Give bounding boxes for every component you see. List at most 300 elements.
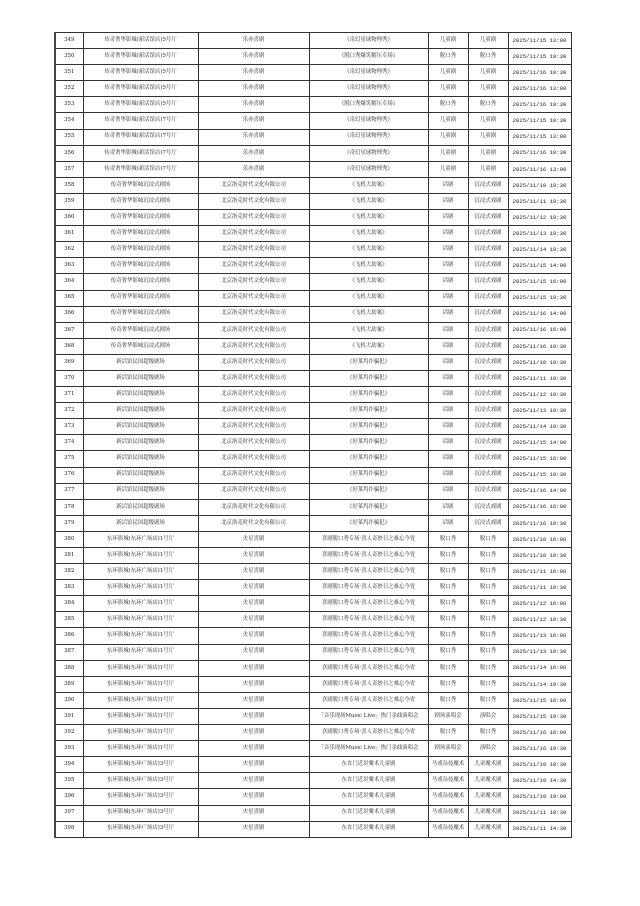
table-row	[55, 789, 571, 805]
table-row	[55, 692, 571, 708]
showtime-cell: 2025/11/16 13:00	[508, 81, 571, 97]
venue-cell: 东环影城(东环广场店)1号厅	[83, 548, 198, 564]
category-cell: 话剧	[428, 435, 468, 451]
show-title-cell: 东直门近景魔术儿童剧	[309, 757, 428, 773]
show-title-cell: 「音乐现场Music Live」热门金曲演唱会	[309, 741, 428, 757]
row-number: 375	[55, 451, 83, 467]
show-title-cell: 东直门近景魔术儿童剧	[309, 773, 428, 789]
table-row	[55, 403, 571, 419]
showtime-cell: 2025/11/16 16:00	[508, 322, 571, 338]
organizer-cell: 火星喜剧	[198, 725, 309, 741]
category-cell: 脱口秀	[428, 612, 468, 628]
showtime-cell: 2025/11/11 19:30	[508, 370, 571, 386]
organizer-cell: 北京洛克时代文化有限公司	[198, 419, 309, 435]
table-row	[55, 210, 571, 226]
category-cell: 话剧	[428, 177, 468, 193]
category-cell: 话剧	[428, 306, 468, 322]
organizer-cell: 火星喜剧	[198, 628, 309, 644]
venue-cell: 新活馆民国超级剧场	[83, 467, 198, 483]
category-cell: 话剧	[428, 226, 468, 242]
table-row	[55, 226, 571, 242]
subcategory-cell: 沉浸式戏剧	[468, 338, 508, 354]
table-row	[55, 725, 571, 741]
row-number: 365	[55, 290, 83, 306]
category-cell: 话剧	[428, 354, 468, 370]
category-cell: 马戏杂技魔术	[428, 773, 468, 789]
row-number: 358	[55, 177, 83, 193]
organizer-cell: 乐亦喜剧	[198, 33, 309, 49]
row-number: 394	[55, 757, 83, 773]
table-row	[55, 757, 571, 773]
table-row	[55, 564, 571, 580]
subcategory-cell: 沉浸式戏剧	[468, 226, 508, 242]
table-row	[55, 821, 571, 837]
subcategory-cell: 儿童剧	[468, 33, 508, 49]
subcategory-cell: 沉浸式戏剧	[468, 499, 508, 515]
subcategory-cell: 沉浸式戏剧	[468, 210, 508, 226]
subcategory-cell: 脱口秀	[468, 97, 508, 113]
venue-cell: 传奇奢华影城沉浸式剧场	[83, 290, 198, 306]
category-cell: 脱口秀	[428, 660, 468, 676]
venue-cell: 传奇奢华影城沉浸式剧场	[83, 338, 198, 354]
showtime-cell: 2025/11/11 16:00	[508, 564, 571, 580]
row-number: 385	[55, 612, 83, 628]
table-row	[55, 660, 571, 676]
venue-cell: 传奇奢华影城沉浸式剧场	[83, 306, 198, 322]
row-number: 396	[55, 789, 83, 805]
table-body	[55, 33, 571, 838]
venue-cell: 新活馆民国超级剧场	[83, 451, 198, 467]
category-cell: 话剧	[428, 193, 468, 209]
table-row	[55, 258, 571, 274]
row-number: 391	[55, 708, 83, 724]
subcategory-cell: 儿童剧	[468, 145, 508, 161]
show-title-cell: 《飞机大劫案》	[309, 210, 428, 226]
organizer-cell: 乐亦喜剧	[198, 97, 309, 113]
organizer-cell: 乐亦喜剧	[198, 161, 309, 177]
subcategory-cell: 沉浸式戏剧	[468, 193, 508, 209]
row-number: 383	[55, 580, 83, 596]
venue-cell: 东环影城(东环广场店)1号厅	[83, 596, 198, 612]
table-row	[55, 97, 571, 113]
venue-cell: 传奇奢华影城(新活馆店)5号厅	[83, 97, 198, 113]
show-title-cell: 喜剧脱口秀专场·喜人奇妙日之难忘今宵	[309, 644, 428, 660]
table-row	[55, 515, 571, 531]
subcategory-cell: 沉浸式戏剧	[468, 290, 508, 306]
row-number: 360	[55, 210, 83, 226]
showtime-cell: 2025/11/16 19:30	[508, 515, 571, 531]
show-title-cell: 喜剧脱口秀专场·喜人奇妙日之难忘今宵	[309, 612, 428, 628]
show-title-cell: 《飞机大劫案》	[309, 177, 428, 193]
organizer-cell: 火星喜剧	[198, 531, 309, 547]
category-cell: 剧场演唱会	[428, 708, 468, 724]
subcategory-cell: 沉浸式戏剧	[468, 242, 508, 258]
table-row	[55, 129, 571, 145]
venue-cell: 新活馆民国超级剧场	[83, 403, 198, 419]
organizer-cell: 北京洛克时代文化有限公司	[198, 258, 309, 274]
organizer-cell: 乐亦喜剧	[198, 49, 309, 65]
show-title-cell: 《好莱坞诈骗犯》	[309, 354, 428, 370]
category-cell: 话剧	[428, 322, 468, 338]
row-number: 371	[55, 387, 83, 403]
category-cell: 话剧	[428, 483, 468, 499]
showtime-cell: 2025/11/16 19:30	[508, 97, 571, 113]
table-row	[55, 161, 571, 177]
show-title-cell: 《奇幻星球物理秀》	[309, 113, 428, 129]
venue-cell: 东环影城(东环广场店)1号厅	[83, 692, 198, 708]
organizer-cell: 北京洛克时代文化有限公司	[198, 354, 309, 370]
category-cell: 脱口秀	[428, 628, 468, 644]
showtime-cell: 2025/11/15 16:00	[508, 451, 571, 467]
showtime-cell: 2025/11/13 19:30	[508, 403, 571, 419]
row-number: 397	[55, 805, 83, 821]
showtime-cell: 2025/11/15 13:00	[508, 129, 571, 145]
show-title-cell: 《奇幻星球物理秀》	[309, 129, 428, 145]
showtime-cell: 2025/11/16 10:30	[508, 145, 571, 161]
subcategory-cell: 脱口秀	[468, 676, 508, 692]
organizer-cell: 北京洛克时代文化有限公司	[198, 467, 309, 483]
show-title-cell: 喜剧脱口秀专场·喜人奇妙日之难忘今宵	[309, 628, 428, 644]
showtime-cell: 2025/11/10 16:00	[508, 531, 571, 547]
showtime-cell: 2025/11/16 14:00	[508, 483, 571, 499]
subcategory-cell: 沉浸式戏剧	[468, 419, 508, 435]
venue-cell: 传奇奢华影城(新活馆店)5号厅	[83, 33, 198, 49]
show-title-cell: 喜剧脱口秀专场·喜人奇妙日之难忘今宵	[309, 564, 428, 580]
subcategory-cell: 脱口秀	[468, 612, 508, 628]
organizer-cell: 北京洛克时代文化有限公司	[198, 451, 309, 467]
showtime-cell: 2025/11/12 19:30	[508, 612, 571, 628]
show-title-cell: 喜剧脱口秀专场·喜人奇妙日之难忘今宵	[309, 676, 428, 692]
organizer-cell: 火星喜剧	[198, 789, 309, 805]
row-number: 370	[55, 370, 83, 386]
showtime-cell: 2025/11/14 19:30	[508, 676, 571, 692]
venue-cell: 东环影城(东环广场店)3号厅	[83, 757, 198, 773]
organizer-cell: 北京洛克时代文化有限公司	[198, 370, 309, 386]
showtime-cell: 2025/11/12 19:30	[508, 210, 571, 226]
organizer-cell: 火星喜剧	[198, 660, 309, 676]
organizer-cell: 火星喜剧	[198, 564, 309, 580]
subcategory-cell: 儿童剧	[468, 161, 508, 177]
venue-cell: 传奇奢华影城(新活馆店)5号厅	[83, 81, 198, 97]
showtime-cell: 2025/11/14 19:30	[508, 419, 571, 435]
row-number: 376	[55, 467, 83, 483]
category-cell: 话剧	[428, 515, 468, 531]
category-cell: 话剧	[428, 338, 468, 354]
venue-cell: 新活馆民国超级剧场	[83, 515, 198, 531]
subcategory-cell: 沉浸式戏剧	[468, 306, 508, 322]
table-row	[55, 145, 571, 161]
category-cell: 脱口秀	[428, 676, 468, 692]
subcategory-cell: 儿童魔术剧	[468, 805, 508, 821]
category-cell: 话剧	[428, 499, 468, 515]
organizer-cell: 乐亦喜剧	[198, 81, 309, 97]
show-title-cell: 喜剧脱口秀专场·喜人奇妙日之难忘今宵	[309, 692, 428, 708]
show-title-cell: 东直门近景魔术儿童剧	[309, 821, 428, 837]
organizer-cell: 乐亦喜剧	[198, 113, 309, 129]
venue-cell: 东环影城(东环广场店)1号厅	[83, 564, 198, 580]
subcategory-cell: 儿童魔术剧	[468, 757, 508, 773]
subcategory-cell: 儿童剧	[468, 65, 508, 81]
category-cell: 马戏杂技魔术	[428, 789, 468, 805]
organizer-cell: 火星喜剧	[198, 580, 309, 596]
showtime-cell: 2025/11/10 10:30	[508, 757, 571, 773]
showtime-cell: 2025/11/14 16:00	[508, 660, 571, 676]
table-row	[55, 113, 571, 129]
table-row	[55, 81, 571, 97]
organizer-cell: 火星喜剧	[198, 708, 309, 724]
table-row	[55, 33, 571, 49]
show-title-cell: 《好莱坞诈骗犯》	[309, 515, 428, 531]
table-row	[55, 805, 571, 821]
organizer-cell: 北京洛克时代文化有限公司	[198, 290, 309, 306]
row-number: 387	[55, 644, 83, 660]
category-cell: 话剧	[428, 290, 468, 306]
subcategory-cell: 沉浸式戏剧	[468, 515, 508, 531]
row-number: 389	[55, 676, 83, 692]
subcategory-cell: 沉浸式戏剧	[468, 177, 508, 193]
performance-schedule-table	[54, 32, 572, 838]
show-title-cell: 《飞机大劫案》	[309, 338, 428, 354]
subcategory-cell: 脱口秀	[468, 692, 508, 708]
subcategory-cell: 儿童魔术剧	[468, 773, 508, 789]
venue-cell: 新活馆民国超级剧场	[83, 387, 198, 403]
showtime-cell: 2025/11/15 19:30	[508, 708, 571, 724]
row-number: 381	[55, 548, 83, 564]
show-title-cell: 《好莱坞诈骗犯》	[309, 435, 428, 451]
category-cell: 话剧	[428, 403, 468, 419]
show-title-cell: 《飞机大劫案》	[309, 242, 428, 258]
organizer-cell: 火星喜剧	[198, 644, 309, 660]
showtime-cell: 2025/11/16 16:00	[508, 499, 571, 515]
subcategory-cell: 沉浸式戏剧	[468, 467, 508, 483]
show-title-cell: 《好莱坞诈骗犯》	[309, 451, 428, 467]
row-number: 377	[55, 483, 83, 499]
show-title-cell: 《脱口秀爆笑解压专场》	[309, 97, 428, 113]
table-row	[55, 531, 571, 547]
show-title-cell: 《飞机大劫案》	[309, 290, 428, 306]
showtime-cell: 2025/11/10 14:30	[508, 773, 571, 789]
row-number: 356	[55, 145, 83, 161]
category-cell: 儿童剧	[428, 33, 468, 49]
venue-cell: 传奇奢华影城(新活馆店)7号厅	[83, 161, 198, 177]
table-row	[55, 338, 571, 354]
row-number: 374	[55, 435, 83, 451]
show-title-cell: 《奇幻星球物理秀》	[309, 81, 428, 97]
table-row	[55, 274, 571, 290]
table-row	[55, 322, 571, 338]
venue-cell: 传奇奢华影城沉浸式剧场	[83, 274, 198, 290]
showtime-cell: 2025/11/11 10:30	[508, 805, 571, 821]
subcategory-cell: 沉浸式戏剧	[468, 274, 508, 290]
table-row	[55, 387, 571, 403]
venue-cell: 传奇奢华影城沉浸式剧场	[83, 322, 198, 338]
row-number: 355	[55, 129, 83, 145]
table-row	[55, 435, 571, 451]
subcategory-cell: 脱口秀	[468, 628, 508, 644]
category-cell: 脱口秀	[428, 692, 468, 708]
venue-cell: 传奇奢华影城沉浸式剧场	[83, 226, 198, 242]
show-title-cell: 《飞机大劫案》	[309, 226, 428, 242]
show-title-cell: 《脱口秀爆笑解压专场》	[309, 49, 428, 65]
organizer-cell: 北京洛克时代文化有限公司	[198, 387, 309, 403]
show-title-cell: 《奇幻星球物理秀》	[309, 161, 428, 177]
show-title-cell: 《飞机大劫案》	[309, 322, 428, 338]
showtime-cell: 2025/11/10 19:30	[508, 354, 571, 370]
row-number: 353	[55, 97, 83, 113]
venue-cell: 传奇奢华影城(新活馆店)5号厅	[83, 49, 198, 65]
row-number: 379	[55, 515, 83, 531]
row-number: 359	[55, 193, 83, 209]
showtime-cell: 2025/11/10 19:30	[508, 177, 571, 193]
row-number: 398	[55, 821, 83, 837]
table-row	[55, 548, 571, 564]
showtime-cell: 2025/11/16 16:00	[508, 725, 571, 741]
venue-cell: 东环影城(东环广场店)3号厅	[83, 821, 198, 837]
show-title-cell: 《奇幻星球物理秀》	[309, 33, 428, 49]
organizer-cell: 北京洛克时代文化有限公司	[198, 226, 309, 242]
organizer-cell: 火星喜剧	[198, 612, 309, 628]
category-cell: 脱口秀	[428, 725, 468, 741]
subcategory-cell: 演唱会	[468, 708, 508, 724]
show-title-cell: 「音乐现场Music Live」热门金曲演唱会	[309, 708, 428, 724]
organizer-cell: 火星喜剧	[198, 676, 309, 692]
table-row	[55, 419, 571, 435]
category-cell: 话剧	[428, 467, 468, 483]
row-number: 392	[55, 725, 83, 741]
category-cell: 脱口秀	[428, 644, 468, 660]
show-title-cell: 喜剧脱口秀专场·喜人奇妙日之难忘今宵	[309, 725, 428, 741]
venue-cell: 传奇奢华影城沉浸式剧场	[83, 177, 198, 193]
show-title-cell: 《飞机大劫案》	[309, 274, 428, 290]
showtime-cell: 2025/11/12 19:30	[508, 387, 571, 403]
venue-cell: 东环影城(东环广场店)1号厅	[83, 708, 198, 724]
showtime-cell: 2025/11/10 19:00	[508, 789, 571, 805]
showtime-cell: 2025/11/11 14:30	[508, 821, 571, 837]
show-title-cell: 喜剧脱口秀专场·喜人奇妙日之难忘今宵	[309, 596, 428, 612]
organizer-cell: 北京洛克时代文化有限公司	[198, 242, 309, 258]
venue-cell: 新活馆民国超级剧场	[83, 483, 198, 499]
row-number: 380	[55, 531, 83, 547]
table-row	[55, 290, 571, 306]
category-cell: 脱口秀	[428, 531, 468, 547]
table-row	[55, 580, 571, 596]
subcategory-cell: 沉浸式戏剧	[468, 322, 508, 338]
showtime-cell: 2025/11/15 16:00	[508, 274, 571, 290]
venue-cell: 东环影城(东环广场店)1号厅	[83, 580, 198, 596]
venue-cell: 传奇奢华影城(新活馆店)7号厅	[83, 145, 198, 161]
subcategory-cell: 沉浸式戏剧	[468, 483, 508, 499]
showtime-cell: 2025/11/16 10:30	[508, 65, 571, 81]
table-row	[55, 467, 571, 483]
table-row	[55, 451, 571, 467]
category-cell: 话剧	[428, 210, 468, 226]
organizer-cell: 北京洛克时代文化有限公司	[198, 177, 309, 193]
row-number: 357	[55, 161, 83, 177]
show-title-cell: 东直门近景魔术儿童剧	[309, 805, 428, 821]
show-title-cell: 《好莱坞诈骗犯》	[309, 387, 428, 403]
subcategory-cell: 沉浸式戏剧	[468, 370, 508, 386]
organizer-cell: 火星喜剧	[198, 692, 309, 708]
row-number: 388	[55, 660, 83, 676]
subcategory-cell: 沉浸式戏剧	[468, 451, 508, 467]
category-cell: 马戏杂技魔术	[428, 805, 468, 821]
category-cell: 儿童剧	[428, 65, 468, 81]
venue-cell: 传奇奢华影城(新活馆店)5号厅	[83, 65, 198, 81]
venue-cell: 东环影城(东环广场店)3号厅	[83, 789, 198, 805]
row-number: 382	[55, 564, 83, 580]
row-number: 366	[55, 306, 83, 322]
row-number: 363	[55, 258, 83, 274]
row-number: 378	[55, 499, 83, 515]
subcategory-cell: 儿童剧	[468, 113, 508, 129]
row-number: 351	[55, 65, 83, 81]
category-cell: 话剧	[428, 451, 468, 467]
organizer-cell: 北京洛克时代文化有限公司	[198, 338, 309, 354]
table-row	[55, 596, 571, 612]
organizer-cell: 北京洛克时代文化有限公司	[198, 274, 309, 290]
showtime-cell: 2025/11/15 10:30	[508, 113, 571, 129]
row-number: 373	[55, 419, 83, 435]
venue-cell: 新活馆民国超级剧场	[83, 435, 198, 451]
subcategory-cell: 脱口秀	[468, 580, 508, 596]
venue-cell: 传奇奢华影城沉浸式剧场	[83, 210, 198, 226]
subcategory-cell: 沉浸式戏剧	[468, 258, 508, 274]
venue-cell: 东环影城(东环广场店)1号厅	[83, 612, 198, 628]
showtime-cell: 2025/11/16 19:30	[508, 338, 571, 354]
row-number: 368	[55, 338, 83, 354]
row-number: 395	[55, 773, 83, 789]
show-title-cell: 《好莱坞诈骗犯》	[309, 467, 428, 483]
organizer-cell: 北京洛克时代文化有限公司	[198, 403, 309, 419]
show-title-cell: 《飞机大劫案》	[309, 193, 428, 209]
venue-cell: 东环影城(东环广场店)1号厅	[83, 676, 198, 692]
organizer-cell: 火星喜剧	[198, 757, 309, 773]
organizer-cell: 火星喜剧	[198, 741, 309, 757]
category-cell: 脱口秀	[428, 564, 468, 580]
organizer-cell: 火星喜剧	[198, 821, 309, 837]
showtime-cell: 2025/11/15 19:30	[508, 49, 571, 65]
showtime-cell: 2025/11/15 16:00	[508, 692, 571, 708]
subcategory-cell: 脱口秀	[468, 725, 508, 741]
row-number: 367	[55, 322, 83, 338]
subcategory-cell: 儿童魔术剧	[468, 821, 508, 837]
table-row	[55, 193, 571, 209]
organizer-cell: 火星喜剧	[198, 548, 309, 564]
showtime-cell: 2025/11/15 14:00	[508, 258, 571, 274]
table-row	[55, 644, 571, 660]
venue-cell: 东环影城(东环广场店)1号厅	[83, 531, 198, 547]
category-cell: 脱口秀	[428, 548, 468, 564]
category-cell: 马戏杂技魔术	[428, 821, 468, 837]
table-row	[55, 499, 571, 515]
show-title-cell: 喜剧脱口秀专场·喜人奇妙日之难忘今宵	[309, 548, 428, 564]
row-number: 350	[55, 49, 83, 65]
venue-cell: 东环影城(东环广场店)1号厅	[83, 660, 198, 676]
showtime-cell: 2025/11/14 19:30	[508, 242, 571, 258]
organizer-cell: 北京洛克时代文化有限公司	[198, 306, 309, 322]
subcategory-cell: 脱口秀	[468, 644, 508, 660]
table-row	[55, 49, 571, 65]
subcategory-cell: 脱口秀	[468, 548, 508, 564]
venue-cell: 东环影城(东环广场店)3号厅	[83, 805, 198, 821]
venue-cell: 传奇奢华影城沉浸式剧场	[83, 193, 198, 209]
subcategory-cell: 演唱会	[468, 741, 508, 757]
row-number: 386	[55, 628, 83, 644]
venue-cell: 东环影城(东环广场店)1号厅	[83, 628, 198, 644]
venue-cell: 传奇奢华影城沉浸式剧场	[83, 242, 198, 258]
table-row	[55, 483, 571, 499]
show-title-cell: 《奇幻星球物理秀》	[309, 65, 428, 81]
